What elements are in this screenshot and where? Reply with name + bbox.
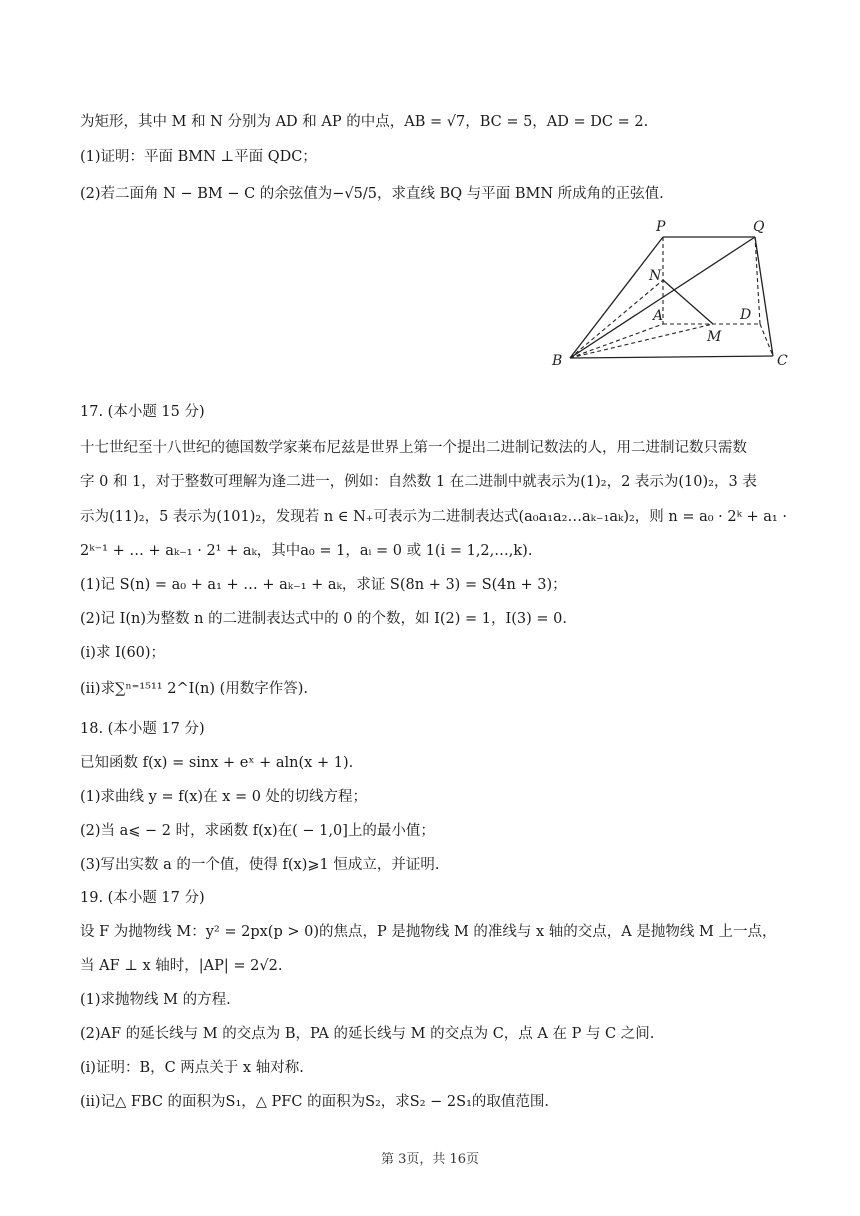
problem16-part1: (1)证明：平面 BMN ⊥平面 QDC； <box>80 149 317 165</box>
problem17-line: 2ᵏ⁻¹ + … + aₖ₋₁ · 2¹ + aₖ，其中a₀ = 1，aᵢ = 0 或 1(i = 1,2,…,k). <box>80 543 533 559</box>
problem17-line: 示为(11)₂，5 表示为(101)₂，发现若 n ∈ N₊可表示为二进制表达式(a₀a₁a₂…aₖ₋₁aₖ)₂，则 n = a₀ · 2ᵏ + a₁ · <box>80 509 787 525</box>
problem18-heading: 18. (本小题 17 分) <box>80 721 205 737</box>
label-Q: Q <box>753 219 765 235</box>
problem16-part2: (2)若二面角 N − BM − C 的余弦值为−√5/5，求直线 BQ 与平面 BMN 所成角的正弦值. <box>80 186 664 202</box>
problem17-line: 十七世纪至十八世纪的德国数学家莱布尼兹是世界上第一个提出二进制记数法的人，用二进制记数只需数 <box>80 440 747 456</box>
problem18-line: (1)求曲线 y = f(x)在 x = 0 处的切线方程； <box>80 789 368 805</box>
problem17-line: (ⅰ)求 I(60)； <box>80 645 166 661</box>
problem19-line: (i)证明：B，C 两点关于 x 轴对称. <box>80 1060 304 1076</box>
problem19-line: (2)AF 的延长线与 M 的交点为 B，PA 的延长线与 M 的交点为 C，点 A 在 P 与 C 之间. <box>80 1026 655 1042</box>
problem19-line: (ii)记△ FBC 的面积为S₁，△ PFC 的面积为S₂，求S₂ − 2S₁的取值范围. <box>80 1094 550 1110</box>
problem18-line: 已知函数 f(x) = sinx + eˣ + aln(x + 1). <box>80 755 354 771</box>
problem17-line: 字 0 和 1，对于整数可理解为逢二进一，例如：自然数 1 在二进制中就表示为(1)₂，2 表示为(10)₂，3 表 <box>80 474 757 490</box>
problem17-heading: 17. (本小题 15 分) <box>80 404 205 420</box>
problem19-line: 当 AF ⊥ x 轴时，|AP| = 2√2. <box>80 958 283 974</box>
label-N: N <box>649 268 662 284</box>
problem17-line: (2)记 I(n)为整数 n 的二进制表达式中的 0 的个数，如 I(2) = 1，I(3) = 0. <box>80 611 567 627</box>
problem17-line: (1)记 S(n) = a₀ + a₁ + … + aₖ₋₁ + aₖ，求证 S(8n + 3) = S(4n + 3)； <box>80 577 567 593</box>
page-footer: 第 3页，共 16页 <box>380 1152 480 1167</box>
geometry-figure <box>545 218 795 373</box>
label-P: P <box>656 219 666 235</box>
label-M: M <box>707 329 722 345</box>
label-A: A <box>653 308 664 324</box>
problem18-line: (2)当 a⩽ − 2 时，求函数 f(x)在( − 1,0]上的最小值； <box>80 823 435 839</box>
problem19-line: (1)求抛物线 M 的方程. <box>80 992 231 1008</box>
label-D: D <box>740 307 752 323</box>
label-B: B <box>552 353 563 369</box>
problem19-heading: 19. (本小题 17 分) <box>80 890 205 906</box>
problem19-line: 设 F 为抛物线 M：y² = 2px(p > 0)的焦点，P 是抛物线 M 的准线与 x 轴的交点，A 是抛物线 M 上一点， <box>80 924 777 940</box>
problem17-line: (ⅱ)求∑ⁿ⁼¹⁵¹¹ 2^I(n) (用数字作答). <box>80 681 309 697</box>
problem18-line: (3)写出实数 a 的一个值，使得 f(x)⩾1 恒成立，并证明. <box>80 857 440 873</box>
problem16-intro: 为矩形，其中 M 和 N 分别为 AD 和 AP 的中点，AB = √7，BC = 5，AD = DC = 2. <box>80 114 649 130</box>
label-C: C <box>777 353 788 369</box>
